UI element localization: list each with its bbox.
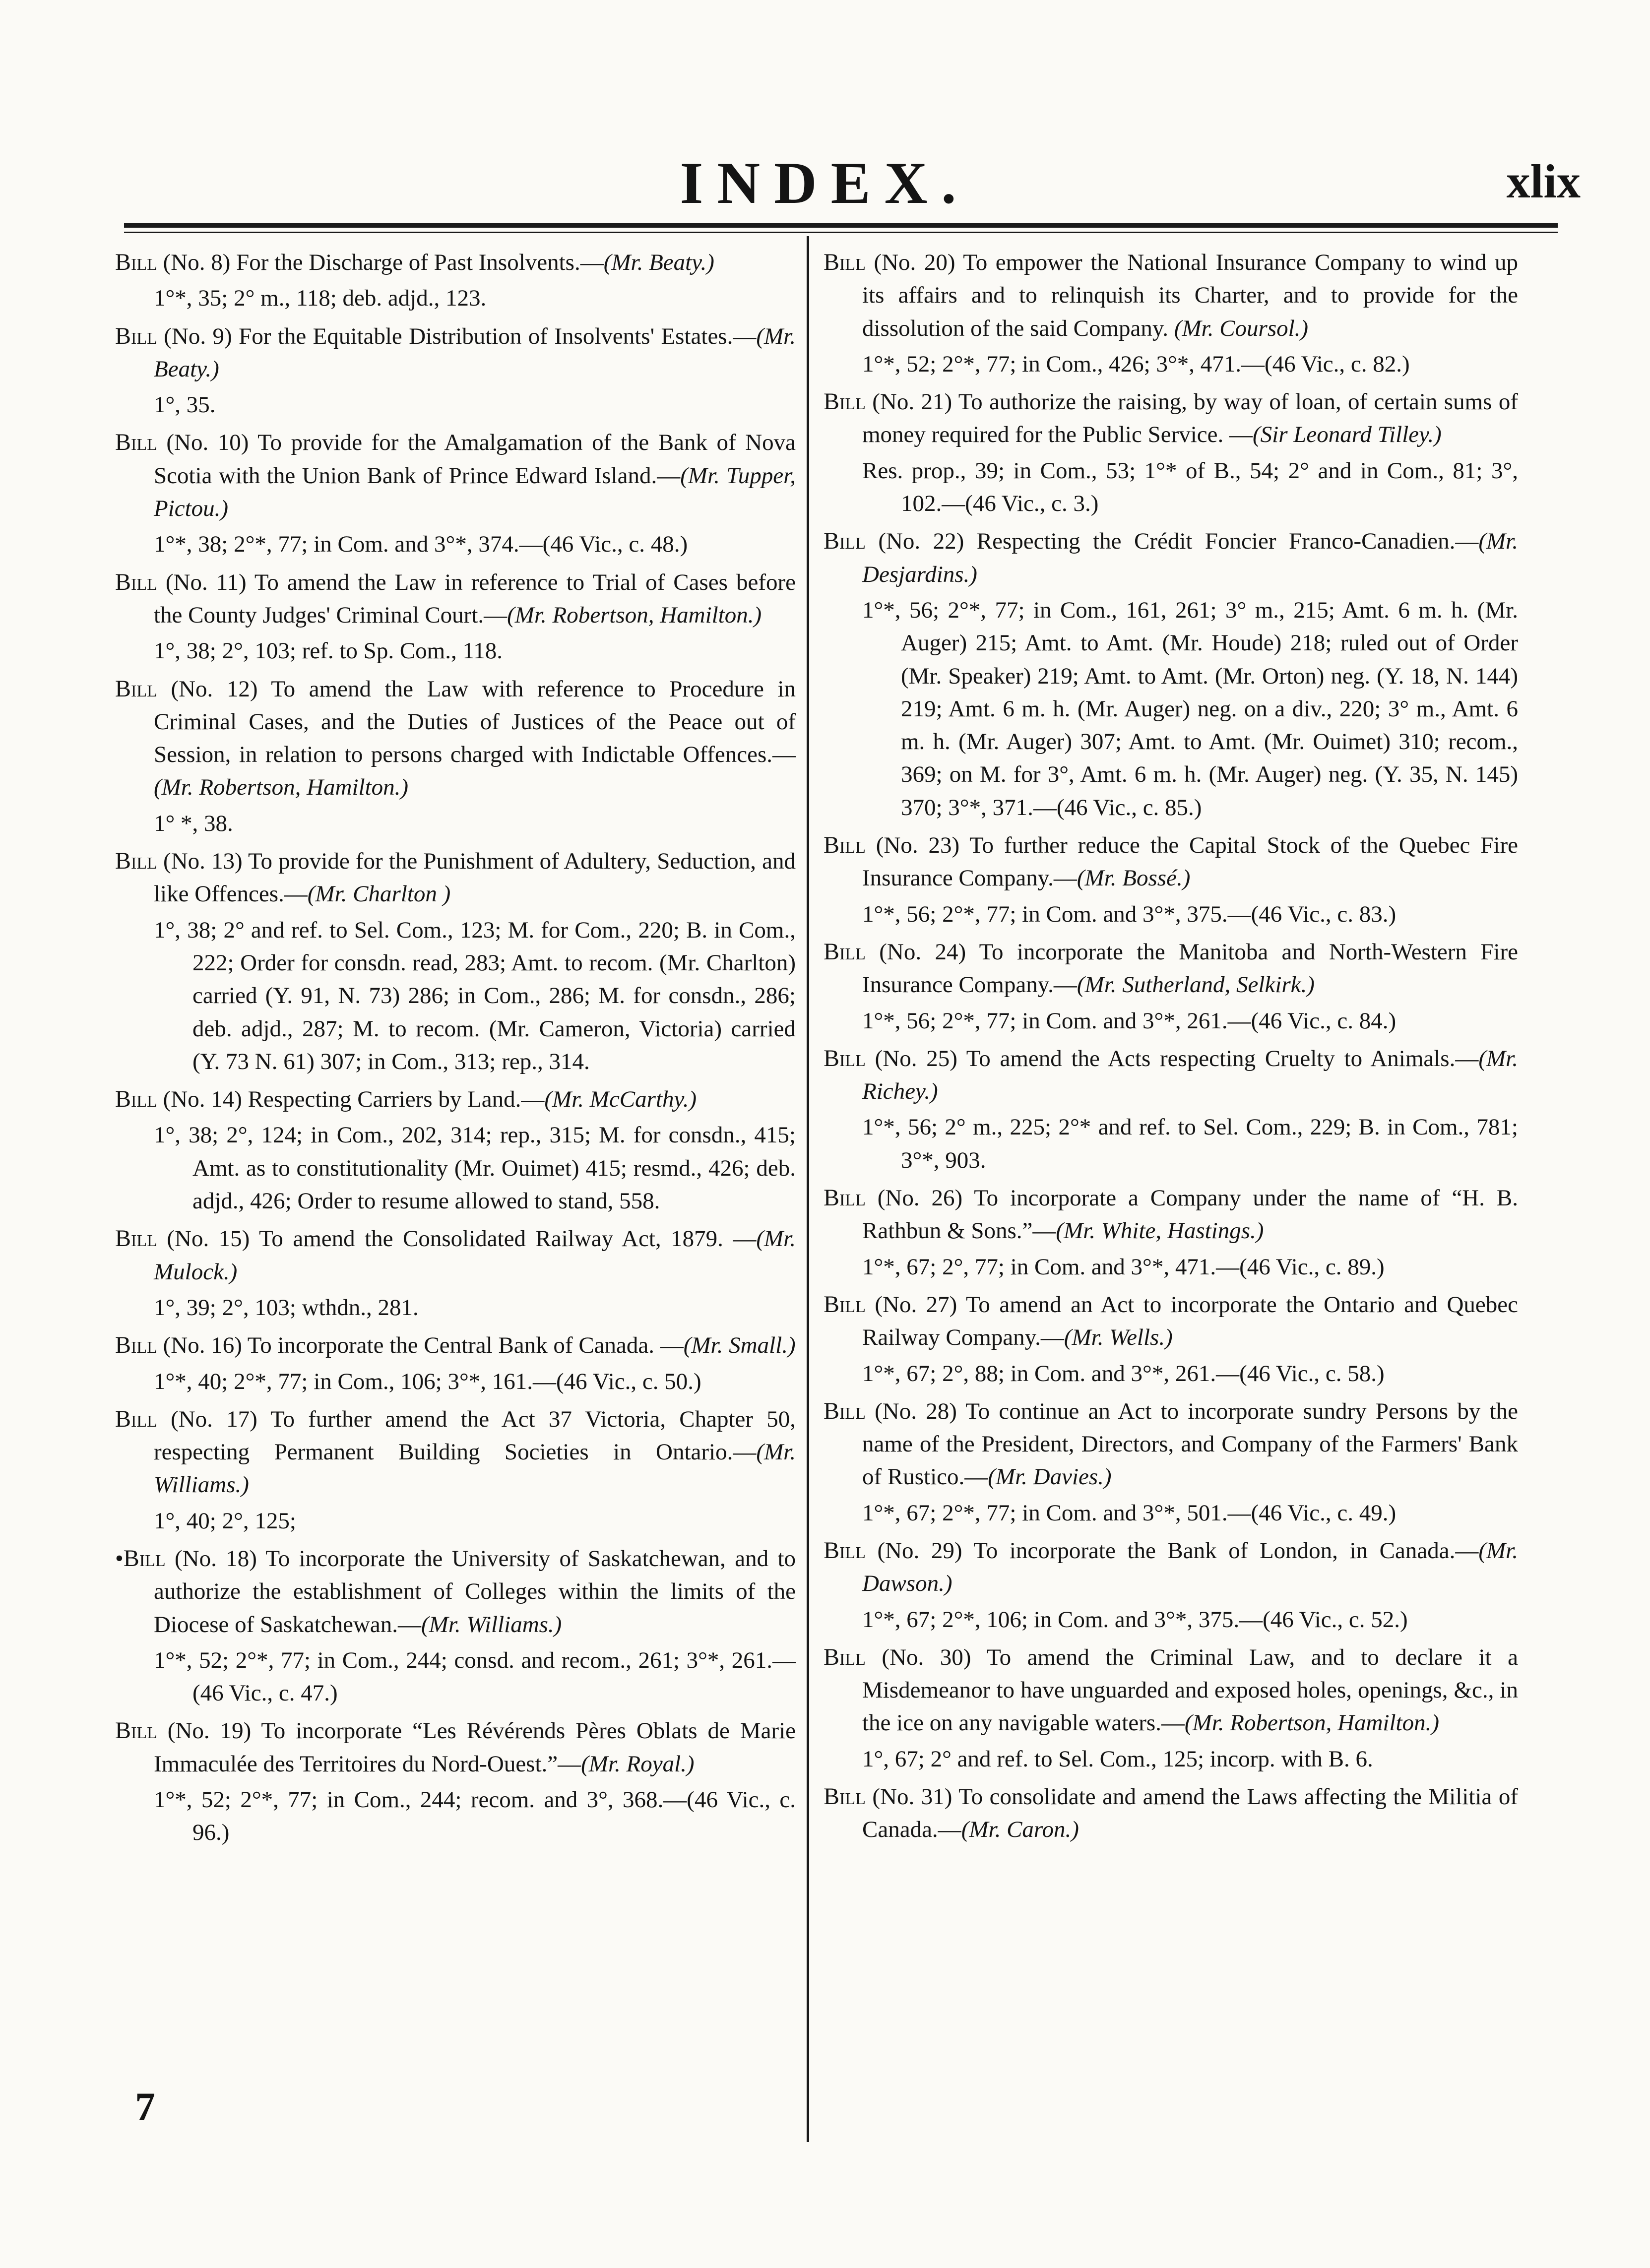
bill-sponsor: (Mr. Tupper, Pictou.): [154, 462, 796, 522]
bill-sponsor: (Mr. Dawson.): [862, 1537, 1518, 1597]
bill-sponsor: (Mr. McCarthy.): [544, 1086, 697, 1113]
bill-sponsor: (Mr. Desjardins.): [862, 528, 1518, 587]
bill-word: Bill: [824, 1291, 866, 1318]
bill-sponsor: (Mr. Robertson, Hamilton.): [507, 602, 762, 628]
entry-proceedings: 1°*, 67; 2°, 88; in Com. and 3°*, 261.—(46 Vic., c. 58.): [862, 1360, 1385, 1386]
entry-proceedings: 1°*, 67; 2°*, 106; in Com. and 3°*, 375.—(46 Vic., c. 52.): [862, 1606, 1408, 1633]
entry-title: [115, 1329, 796, 1362]
bill-sponsor: (Mr. Charlton ): [307, 881, 451, 907]
bill-word: Bill: [115, 1405, 157, 1432]
header-rule: [124, 223, 1558, 228]
entry-title: [115, 566, 796, 632]
bill-word: Bill: [824, 528, 866, 555]
bill-title: (No. 13) To provide for the Punishment of Adultery, Seduction, and like Offences.—: [154, 848, 796, 907]
entry-title: [824, 829, 1518, 895]
page-title: INDEX.: [680, 150, 970, 216]
bill-sponsor: (Mr. Robertson, Hamilton.): [154, 774, 409, 801]
index-entry: [824, 1288, 1518, 1390]
index-entry: [115, 845, 796, 1078]
bill-title: (No. 10) To provide for the Amalgamation of the Bank of Nova Scotia with the Union Bank of Prince Edward Island.—: [154, 430, 796, 489]
bill-title: (No. 16) To incorporate the Central Bank of Canada. —: [157, 1332, 684, 1359]
bill-word: Bill: [115, 1225, 157, 1252]
entry-proceedings: 1°*, 56; 2° m., 225; 2°* and ref. to Sel. Com., 229; B. in Com., 781; 3°*, 903.: [862, 1114, 1518, 1173]
entry-title: [115, 426, 796, 525]
bill-word: Bill: [824, 1185, 866, 1211]
bill-title: (No. 11) To amend the Law in reference to Trial of Cases before the County Judges' Criminal Court.—: [154, 569, 796, 628]
bill-word: Bill: [115, 1332, 157, 1359]
index-entry: [115, 1714, 796, 1849]
entry-proceedings: 1°*, 52; 2°*, 77; in Com., 244; consd. and recom., 261; 3°*, 261.—(46 Vic., c. 47.): [154, 1647, 796, 1706]
entry-proceedings: 1°*, 56; 2°*, 77; in Com. and 3°*, 375.—(46 Vic., c. 83.): [862, 901, 1396, 927]
entry-title: [824, 525, 1518, 591]
bill-title: (No. 29) To incorporate the Bank of London, in Canada.—: [865, 1537, 1479, 1564]
header-rule-thin: [124, 232, 1558, 233]
bill-title: (No. 23) To further reduce the Capital Stock of the Quebec Fire Insurance Company.—: [862, 832, 1518, 891]
bill-word: Bill: [115, 322, 157, 349]
index-entry: [824, 1182, 1518, 1283]
bill-word: •Bill: [115, 1545, 166, 1572]
index-entry: [824, 385, 1518, 520]
bill-word: Bill: [115, 429, 157, 456]
bill-sponsor: (Mr. Williams.): [154, 1439, 796, 1498]
bill-title: (No. 8) For the Discharge of Past Insolvents.—: [157, 250, 604, 275]
entry-title: [824, 1182, 1518, 1248]
column-divider: [807, 236, 809, 2142]
bill-word: Bill: [824, 832, 866, 859]
bill-sponsor: (Mr. Williams.): [421, 1611, 562, 1638]
index-entry: [824, 936, 1518, 1037]
entry-title: [115, 845, 796, 911]
bill-sponsor: (Mr. Davies.): [988, 1464, 1112, 1490]
index-entry: [115, 426, 796, 561]
entry-title: [824, 1042, 1518, 1108]
bill-title: (No. 24) To incorporate the Manitoba and North-Western Fire Insurance Company.—: [862, 939, 1518, 998]
entry-proceedings: 1°*, 38; 2°*, 77; in Com. and 3°*, 374.—(46 Vic., c. 48.): [154, 531, 688, 558]
index-entry: [115, 1542, 796, 1709]
entry-title: [824, 1288, 1518, 1354]
bill-sponsor: (Mr. Beaty.): [603, 250, 714, 275]
entry-proceedings: 1°*, 67; 2°, 77; in Com. and 3°*, 471.—(46 Vic., c. 89.): [862, 1254, 1385, 1280]
bill-sponsor: (Mr. Wells.): [1064, 1324, 1173, 1351]
bill-word: Bill: [115, 1717, 157, 1744]
bill-sponsor: (Mr. Sutherland, Selkirk.): [1077, 972, 1315, 998]
entry-proceedings: 1°*, 52; 2°*, 77; in Com., 426; 3°*, 471.—(46 Vic., c. 82.): [862, 351, 1410, 377]
entry-title: [115, 320, 796, 386]
bill-title: (No. 28) To continue an Act to incorporate sundry Persons by the name of the President, Directors, and Company of the Farmers' Bank of Rustico.—: [862, 1398, 1518, 1490]
bill-word: Bill: [115, 568, 157, 595]
index-entry: [824, 525, 1518, 824]
entry-proceedings: 1°*, 56; 2°*, 77; in Com. and 3°*, 261.—(46 Vic., c. 84.): [862, 1008, 1396, 1034]
bill-title: (No. 15) To amend the Consolidated Railway Act, 1879. —: [157, 1226, 757, 1252]
bill-title: (No. 30) To amend the Criminal Law, and to declare it a Misdemeanor to have unguarded and exposed holes, openings, &c., in the ice on any navigable waters.—: [862, 1644, 1518, 1736]
bill-word: Bill: [824, 1643, 866, 1670]
entry-proceedings: Res. prop., 39; in Com., 53; 1°* of B., 54; 2° and in Com., 81; 3°, 102.—(46 Vic., c. 3.): [862, 457, 1518, 517]
bill-word: Bill: [115, 675, 157, 702]
bill-title: (No. 19) To incorporate “Les Révérends Pères Oblats de Marie Immaculée des Territoires du Nord-Ouest.”—: [154, 1718, 796, 1777]
entry-title: [824, 1395, 1518, 1494]
index-entry: [115, 246, 796, 315]
bill-sponsor: (Mr. Small.): [683, 1332, 796, 1359]
entry-title: [115, 1714, 796, 1780]
entry-proceedings: 1°, 39; 2°, 103; wthdn., 281.: [154, 1294, 419, 1321]
bill-title: (No. 9) For the Equitable Distribution of Insolvents' Estates.—: [157, 323, 757, 349]
bill-sponsor: (Mr. White, Hastings.): [1056, 1218, 1264, 1244]
signature-mark: 7: [135, 2084, 155, 2129]
left-column: [115, 246, 796, 1854]
bill-word: Bill: [824, 1783, 866, 1810]
bill-sponsor: (Sir Leonard Tilley.): [1253, 422, 1442, 448]
bill-title: (No. 25) To amend the Acts respecting Cruelty to Animals.—: [865, 1045, 1479, 1071]
bill-title: (No. 31) To consolidate and amend the Laws affecting the Militia of Canada.—: [862, 1784, 1518, 1843]
entry-proceedings: 1°*, 52; 2°*, 77; in Com., 244; recom. and 3°, 368.—(46 Vic., c. 96.): [154, 1787, 796, 1846]
bill-word: Bill: [824, 1397, 866, 1424]
page-number: xlix: [1506, 155, 1581, 208]
bill-word: Bill: [824, 1045, 866, 1071]
entry-proceedings: 1°*, 35; 2° m., 118; deb. adjd., 123.: [154, 285, 487, 312]
bill-word: Bill: [824, 1537, 866, 1564]
bill-sponsor: (Mr. Royal.): [581, 1751, 695, 1777]
entry-title: [824, 385, 1518, 451]
entry-title: [115, 1403, 796, 1502]
bill-title: (No. 27) To amend an Act to incorporate the Ontario and Quebec Railway Company.—: [862, 1291, 1518, 1351]
index-entry: [115, 1403, 796, 1537]
bill-title: (No. 26) To incorporate a Company under the name of “H. B. Rathbun & Sons.”—: [862, 1185, 1518, 1244]
bill-title: (No. 21) To authorize the raising, by way of loan, of certain sums of money required for the Public Service. —: [862, 389, 1518, 448]
bill-title: (No. 22) Respecting the Crédit Foncier Franco-Canadien.—: [865, 528, 1479, 555]
bill-word: Bill: [824, 388, 866, 415]
bill-word: Bill: [115, 848, 157, 875]
bill-sponsor: (Mr. Beaty.): [154, 323, 796, 382]
bill-word: Bill: [115, 249, 157, 275]
bill-title: (No. 20) To empower the National Insurance Company to wind up its affairs and to relinquish its Charter, and to provide for the dissolution of the said Company.: [862, 250, 1518, 341]
entry-title: [824, 1534, 1518, 1600]
entry-proceedings: 1°*, 56; 2°*, 77; in Com., 161, 261; 3° m., 215; Amt. 6 m. h. (Mr. Auger) 215; Amt. to Amt. (Mr. Houde) 218; ruled out of Order (Mr. Speaker) 219; Amt. to Amt. (Mr. Orton) neg. (Y. 18, N. 144) 219; Amt. 6 m. h. (Mr. Auger) neg. on a div., 220; 3° m., Amt. 6 m. h. (Mr. Auger) 307; Amt. to Amt. (Mr. Ouimet) 310; recom., 369; on M. for 3°, Amt. 6 m. h. (Mr. Auger) neg. (Y. 35, N. 145) 370; 3°*, 371.—(46 Vic., c. 85.): [862, 597, 1518, 820]
bill-sponsor: (Mr. Caron.): [961, 1817, 1079, 1843]
index-entry: [824, 829, 1518, 931]
index-entry: [824, 1042, 1518, 1177]
entry-title: [824, 936, 1518, 1002]
entry-title: [824, 246, 1518, 345]
bill-sponsor: (Mr. Bossé.): [1077, 865, 1191, 891]
entry-proceedings: 1°*, 40; 2°*, 77; in Com., 106; 3°*, 161.—(46 Vic., c. 50.): [154, 1368, 701, 1394]
index-entry: [824, 1780, 1518, 1846]
entry-proceedings: 1°, 67; 2° and ref. to Sel. Com., 125; incorp. with B. 6.: [862, 1746, 1373, 1772]
bill-title: (No. 14) Respecting Carriers by Land.—: [157, 1086, 545, 1113]
index-entry: [115, 673, 796, 840]
bill-word: Bill: [824, 249, 866, 275]
entry-title: [115, 246, 796, 279]
entry-title: [115, 673, 796, 804]
entry-proceedings: 1° *, 38.: [154, 810, 233, 836]
entry-title: [824, 1780, 1518, 1846]
entry-proceedings: 1°, 38; 2° and ref. to Sel. Com., 123; M. for Com., 220; B. in Com., 222; Order for consdn. read, 283; Amt. to recom. (Mr. Charlton) carried (Y. 91, N. 73) 286; in Com., 286; M. for consdn., 286; deb. adjd., 287; M. to recom. (Mr. Cameron, Victoria) carried (Y. 73 N. 61) 307; in Com., 313; rep., 314.: [154, 917, 796, 1074]
bill-title: (No. 12) To amend the Law with reference to Procedure in Criminal Cases, and the Duties of Justices of the Peace out of Session, in relation to persons charged with Indictable Offences.—: [154, 676, 796, 768]
bill-sponsor: (Mr. Richey.): [862, 1045, 1518, 1105]
entry-title: [115, 1542, 796, 1641]
bill-word: Bill: [824, 938, 866, 965]
entry-proceedings: 1°, 35.: [154, 392, 216, 418]
bill-sponsor: (Mr. Mulock.): [154, 1226, 796, 1285]
bill-sponsor: (Mr. Coursol.): [1174, 315, 1309, 341]
bill-title: (No. 17) To further amend the Act 37 Victoria, Chapter 50, respecting Permanent Building Societies in Ontario.—: [154, 1406, 796, 1465]
entry-title: [115, 1222, 796, 1288]
entry-proceedings: 1°, 38; 2°, 103; ref. to Sp. Com., 118.: [154, 638, 503, 664]
index-entry: [115, 566, 796, 668]
entry-proceedings: 1°, 40; 2°, 125;: [154, 1508, 296, 1534]
bill-sponsor: (Mr. Robertson, Hamilton.): [1184, 1710, 1439, 1736]
entry-proceedings: 1°, 38; 2°, 124; in Com., 202, 314; rep., 315; M. for consdn., 415; Amt. as to constitutionality (Mr. Ouimet) 415; resmd., 426; deb. adjd., 426; Order to resume allowed to stand, 558.: [154, 1122, 796, 1214]
index-entry: [824, 1395, 1518, 1529]
index-entry: [824, 1641, 1518, 1775]
index-entry: [115, 320, 796, 422]
entry-title: [115, 1083, 796, 1116]
right-column: [824, 246, 1518, 1849]
bill-title: (No. 18) To incorporate the University of Saskatchewan, and to authorize the establishment of Colleges within the limits of the Diocese of Saskatchewan.—: [154, 1545, 796, 1638]
bill-word: Bill: [115, 1086, 157, 1113]
entry-title: [824, 1641, 1518, 1740]
index-entry: [115, 1222, 796, 1324]
index-entry: [824, 1534, 1518, 1636]
index-entry: [824, 246, 1518, 380]
index-entry: [115, 1083, 796, 1217]
index-entry: [115, 1329, 796, 1398]
entry-proceedings: 1°*, 67; 2°*, 77; in Com. and 3°*, 501.—(46 Vic., c. 49.): [862, 1500, 1396, 1526]
